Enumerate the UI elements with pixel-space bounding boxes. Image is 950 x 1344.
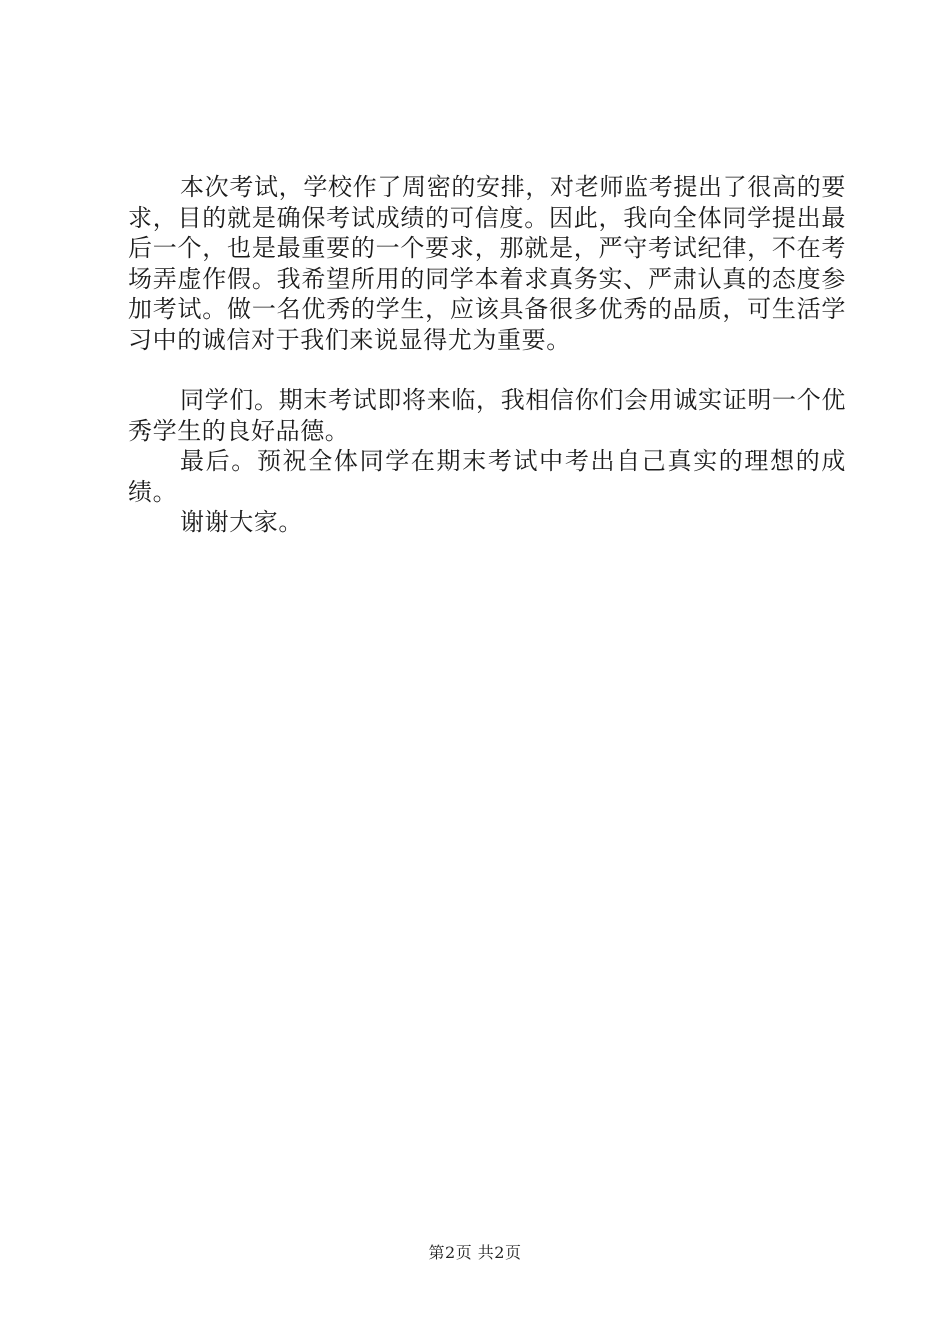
paragraph-students: 同学们。期末考试即将来临，我相信你们会用诚实证明一个优秀学生的良好品德。 <box>128 386 846 445</box>
paragraph-exam-integrity: 本次考试，学校作了周密的安排，对老师监考提出了很高的要求，目的就是确保考试成绩的可信度。因此，我向全体同学提出最后一个，也是最重要的一个要求，那就是，严守考试纪律，不在考场弄虚作假。我希望所用的同学本着求真务实、严肃认真的态度参加考试。做一名优秀的学生，应该具备很多优秀的品质，可生活学习中的诚信对于我们来说显得尤为重要。 <box>128 173 846 354</box>
document-body <box>128 172 846 538</box>
page-footer: 第2页 共2页 <box>428 1243 522 1262</box>
paragraph-final-wishes: 最后。预祝全体同学在期末考试中考出自己真实的理想的成绩。 <box>128 447 846 506</box>
paragraph-thanks: 谢谢大家。 <box>180 508 303 536</box>
